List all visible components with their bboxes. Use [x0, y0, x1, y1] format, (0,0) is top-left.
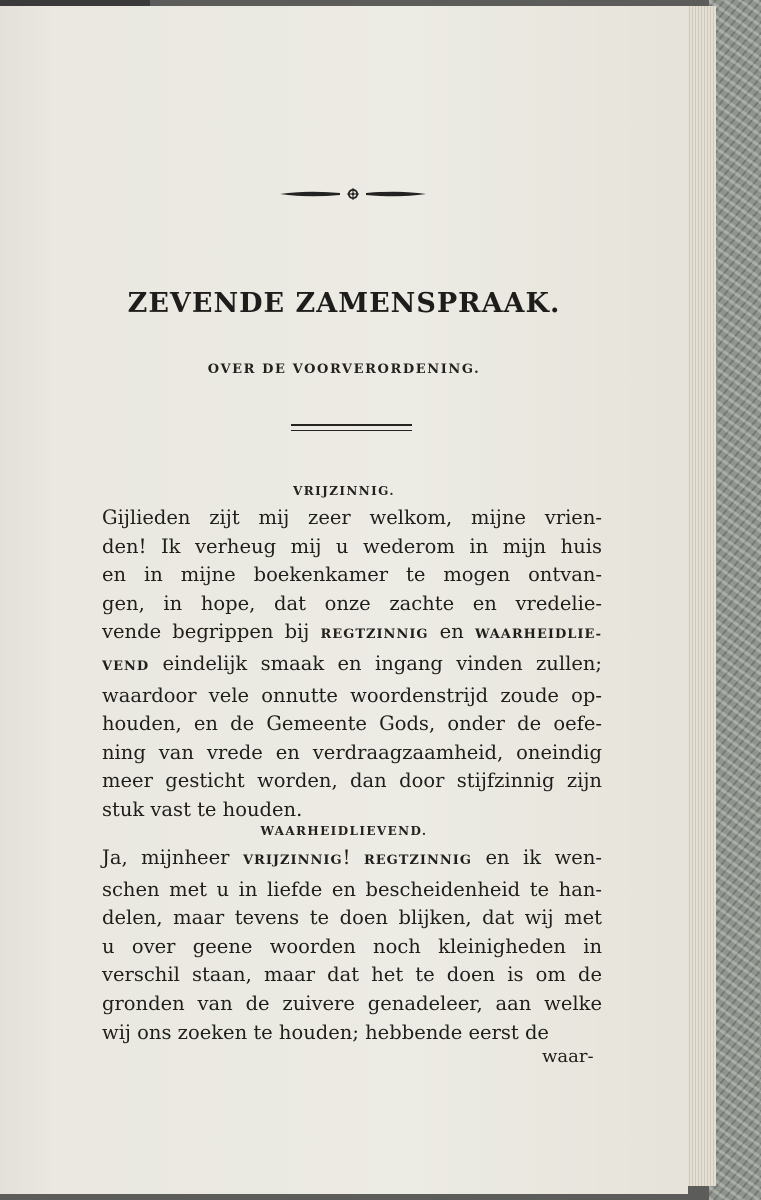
text-line: vende begrippen bij REGTZINNIG en WAARHEIDLIE-: [102, 620, 602, 644]
speaker-reference: WAARHEIDLIE-: [474, 627, 602, 643]
paragraph: [102, 504, 602, 825]
ornament-icon: [278, 187, 428, 201]
speaker-reference: REGTZINNIG: [363, 853, 472, 868]
book-page: [0, 6, 688, 1194]
text-line: stuk vast te houden.: [102, 797, 303, 821]
text-line: en in mijne boekenkamer te mogen ontvan-: [102, 563, 602, 587]
marbled-cover-edge: [709, 0, 761, 1200]
chapter-title: ZEVENDE ZAMENSPRAAK.: [127, 288, 561, 319]
text-line: waardoor vele onnutte woordenstrijd zoude op-: [102, 683, 602, 707]
speaker-name: VRIJZINNIG.: [293, 484, 395, 498]
text-line: schen met u in liefde en bescheidenheid te han-: [102, 877, 602, 901]
text-line: den! Ik verheug mij u wederom in mijn huis: [102, 534, 602, 558]
catchword: waar-: [542, 1046, 594, 1067]
text-line: houden, en de Gemeente Gods, onder de oefe-: [102, 712, 602, 736]
text-line: wij ons zoeken te houden; hebbende eerst de: [102, 1020, 549, 1044]
speaker-reference: REGTZINNIG: [320, 627, 429, 643]
text-line: gen, in hope, dat onze zachte en vredelie-: [102, 591, 602, 615]
text-line: ning van vrede en verdraagzaamheid, oneindig: [102, 740, 602, 764]
text-line: meer gesticht worden, dan door stijfzinnig zijn: [102, 769, 602, 793]
speaker-reference: VRIJZINNIG: [242, 853, 343, 868]
double-rule: [291, 424, 412, 431]
text-line: Gijlieden zijt mij zeer welkom, mijne vrien-: [102, 506, 602, 529]
chapter-subtitle: OVER DE VOORVERORDENING.: [207, 362, 481, 377]
speaker-reference: VEND: [102, 658, 150, 674]
text-line: verschil staan, maar dat het te doen is om de: [102, 963, 602, 987]
text-line: Ja, mijnheer VRIJZINNIG! REGTZINNIG en ik wen-: [102, 846, 602, 869]
speaker-name: WAARHEIDLIEVEND.: [260, 824, 428, 838]
text-line: delen, maar tevens te doen blijken, dat wij met: [102, 906, 602, 930]
text-line: gronden van de zuivere genadeleer, aan welke: [102, 991, 602, 1015]
text-line: VEND eindelijk smaak en ingang vinden zullen;: [102, 651, 602, 675]
paragraph: [102, 844, 602, 1047]
text-line: u over geene woorden noch kleinigheden in: [102, 934, 602, 958]
